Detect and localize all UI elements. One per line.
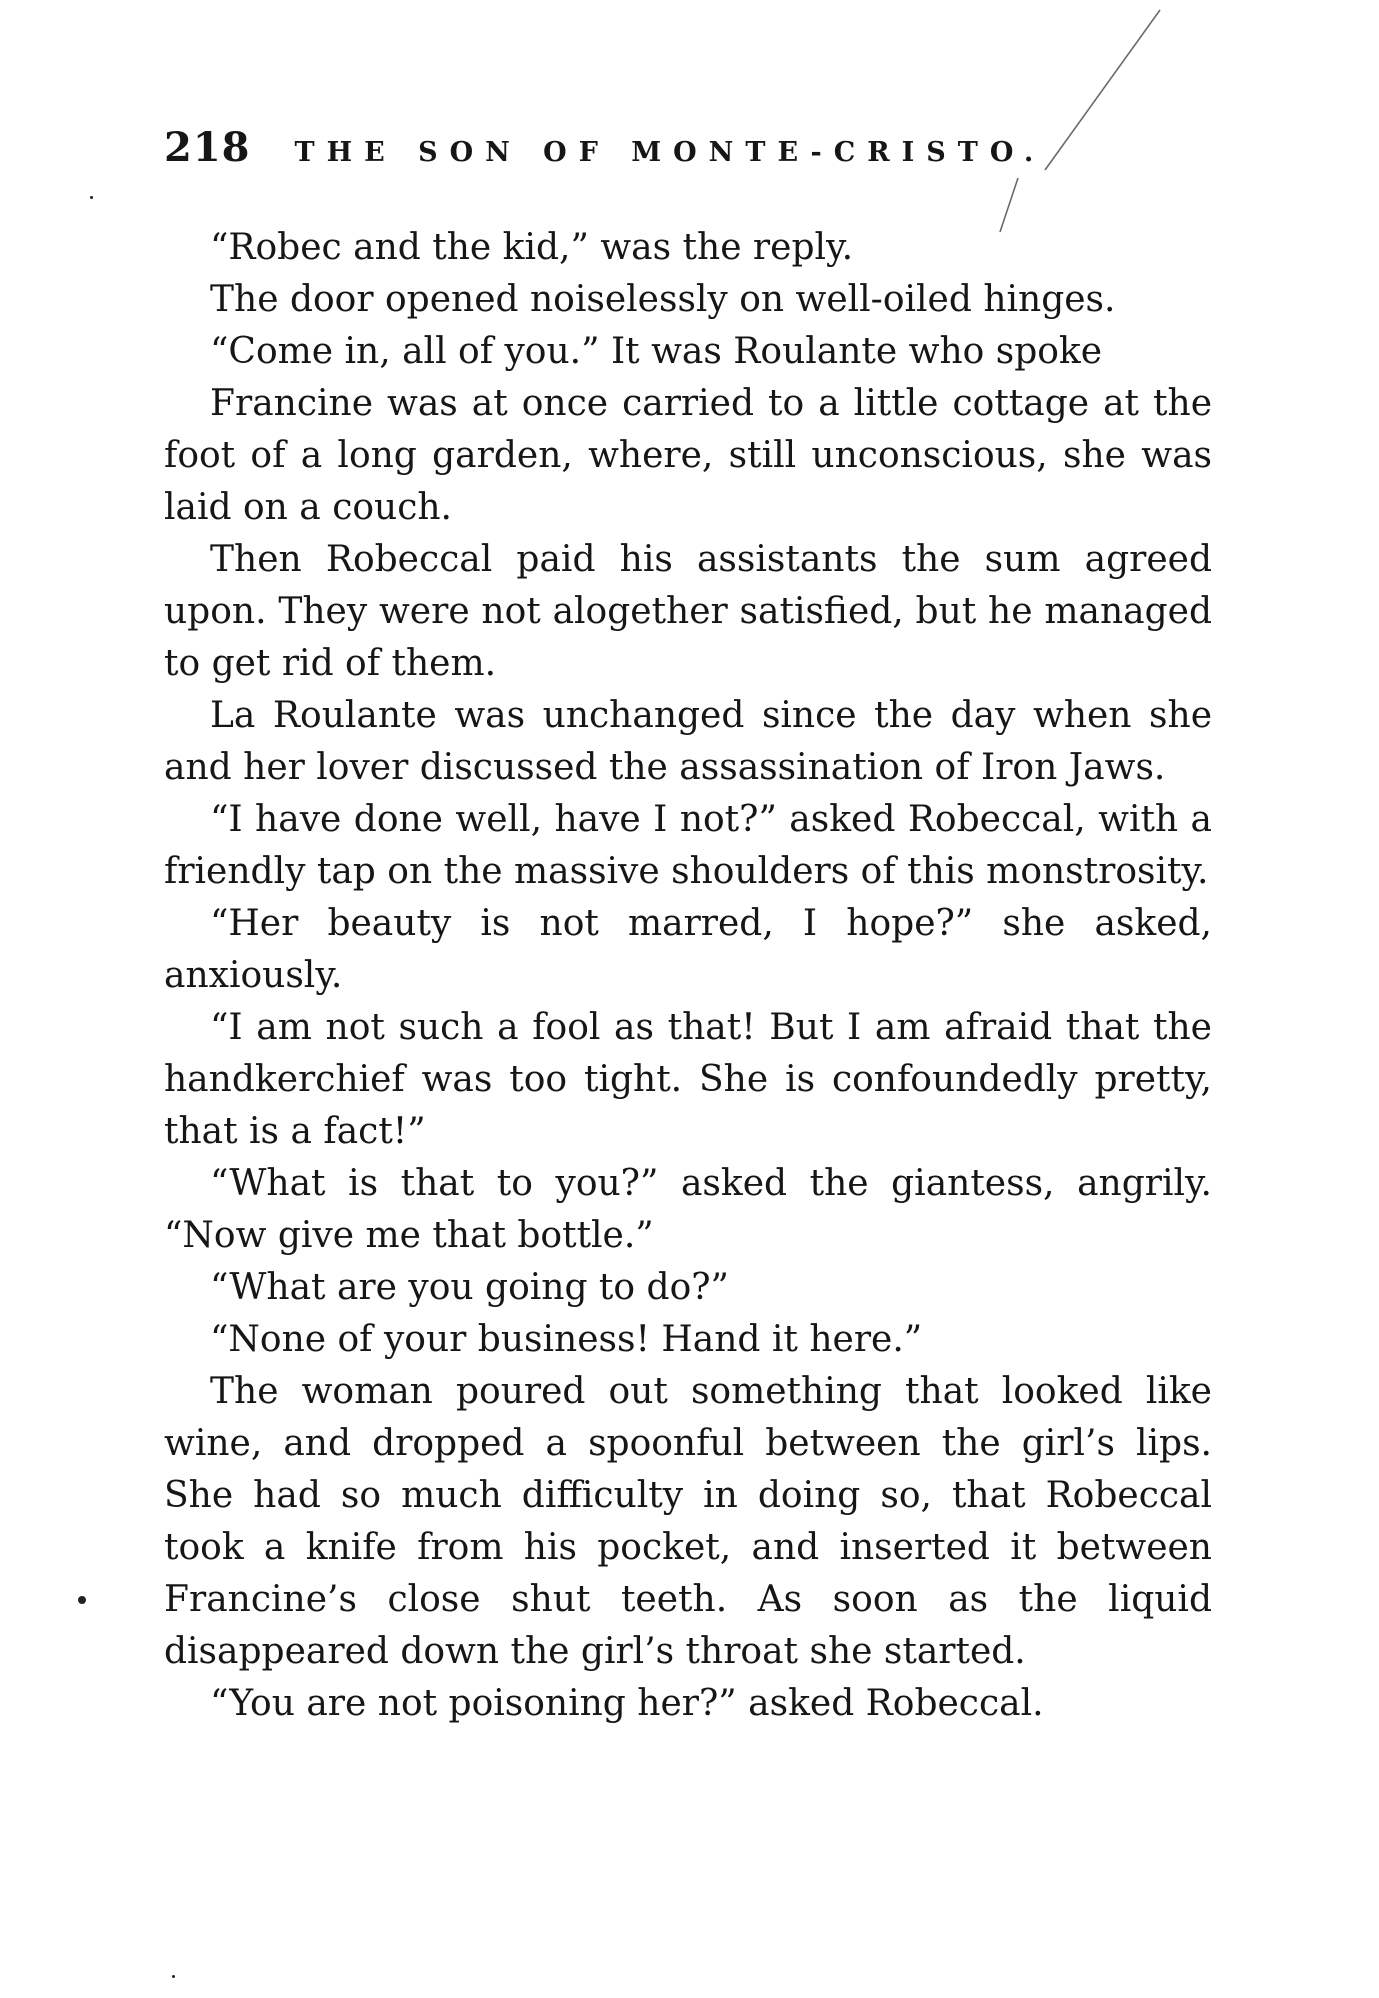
paragraph: “I am not such a fool as that! But I am afraid that the handkerchief was too tight. She is confoundedly pretty, that is a fact!” (164, 1007, 1212, 1152)
paragraph: “What is that to you?” asked the giantess, angrily. “Now give me that bottle.” (164, 1163, 1212, 1256)
paragraph: “Robec and the kid,” was the reply. (210, 227, 854, 268)
page-number: 218 (164, 124, 251, 171)
paragraph: The door opened noiselessly on well-oiled hinges. (210, 279, 1116, 320)
ink-speck (90, 196, 93, 199)
ink-speck (78, 1596, 86, 1604)
paragraph: La Roulante was unchanged since the day when she and her lover discussed the assassination of Iron Jaws. (164, 695, 1212, 788)
running-title: THE SON OF MONTE-CRISTO. (294, 137, 1046, 168)
ink-speck (172, 1975, 175, 1978)
paragraph: Then Robeccal paid his assistants the sum agreed upon. They were not alogether satisfied, but he managed to get rid of them. (164, 539, 1212, 684)
paragraph: “I have done well, have I not?” asked Robeccal, with a friendly tap on the massive shoulders of this monstrosity. (164, 799, 1212, 892)
paragraph: Francine was at once carried to a little cottage at the foot of a long garden, where, still unconscious, she was laid on a couch. (164, 383, 1212, 528)
paragraph: “You are not poisoning her?” asked Robeccal. (210, 1683, 1044, 1724)
paragraph: The woman poured out something that looked like wine, and dropped a spoonful between the girl’s lips. She had so much difficulty in doing so, that Robeccal took a knife from his pocket, and inserted it between Francine’s close shut teeth. As soon as the liquid disappeared down the girl’s throat she started. (164, 1371, 1212, 1672)
paragraph: “What are you going to do?” (210, 1267, 729, 1308)
body-text (164, 222, 1212, 1730)
page-header (164, 124, 1084, 184)
paragraph: “Her beauty is not marred, I hope?” she asked, anxiously. (164, 903, 1212, 996)
paragraph: “Come in, all of you.” It was Roulante who spoke (210, 331, 1103, 372)
paragraph: “None of your business! Hand it here.” (210, 1319, 923, 1360)
